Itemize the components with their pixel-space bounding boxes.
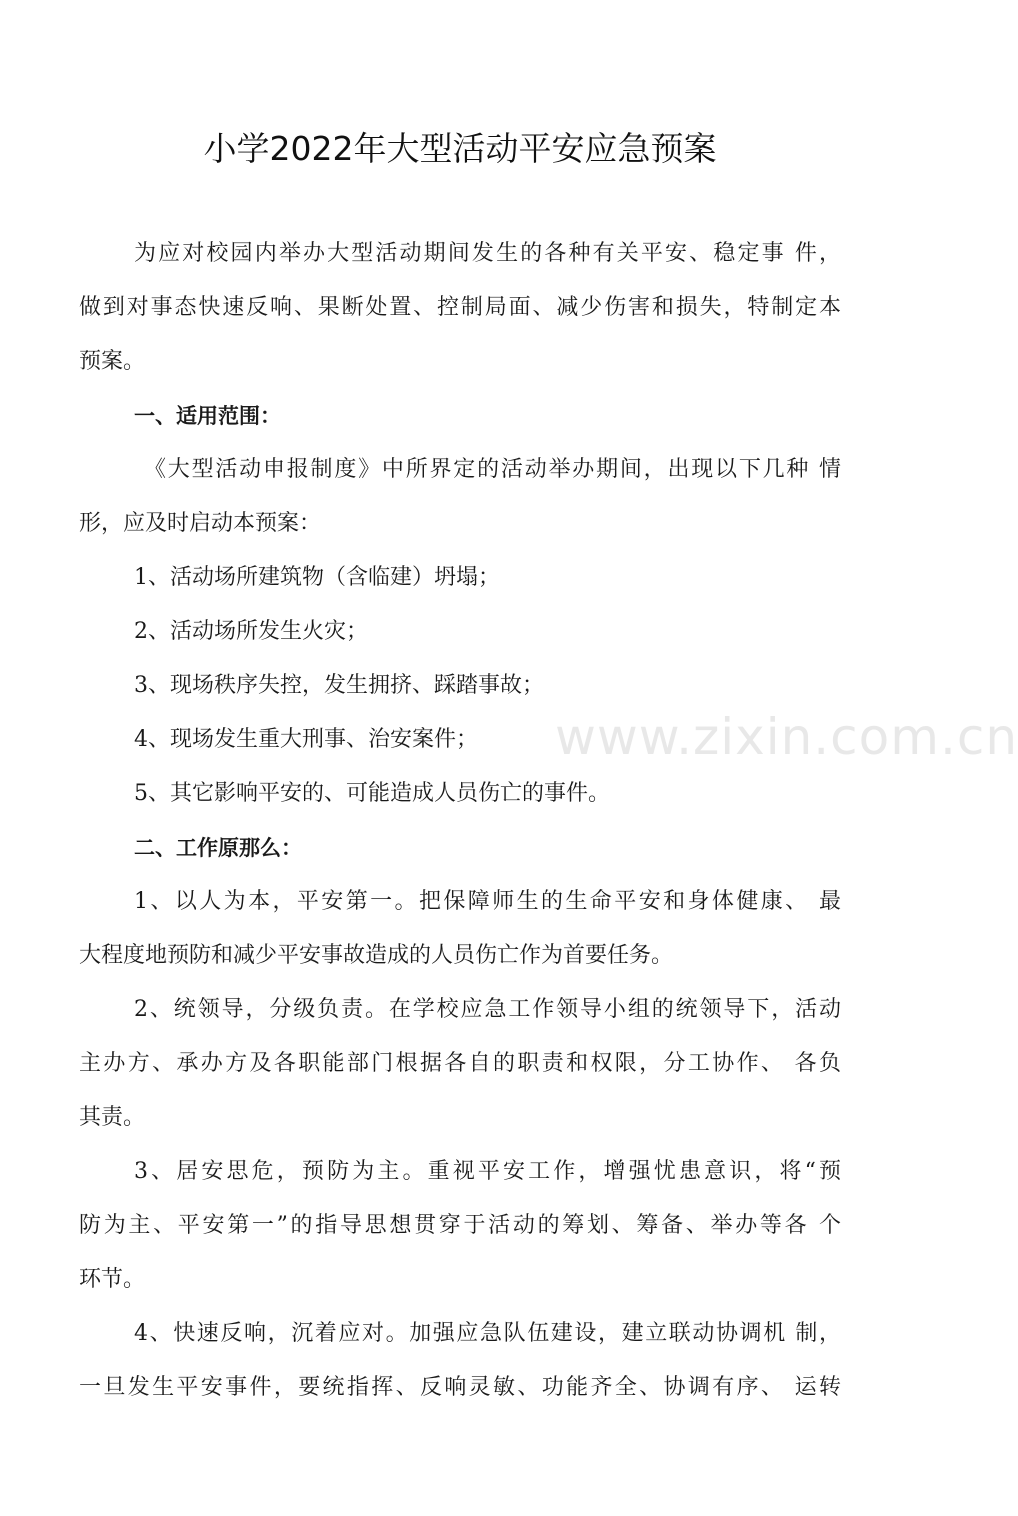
paragraph-line: 做到对事态快速反响、果断处置、控制局面、减少伤害和损失，特制定本 bbox=[79, 295, 841, 320]
paragraph-line: 预案。 bbox=[79, 349, 146, 374]
paragraph-line: 防为主、平安第一”的指导思想贯穿于活动的筹划、筹备、举办等各 个 bbox=[79, 1213, 841, 1238]
watermark: www.zixin.com.cn bbox=[555, 708, 1018, 766]
section-heading-scope: 一、适用范围： bbox=[134, 404, 281, 428]
list-item: 5、其它影响平安的、可能造成人员伤亡的事件。 bbox=[134, 781, 610, 806]
list-item: 2、活动场所发生火灾； bbox=[134, 619, 368, 644]
paragraph-line: 4、快速反响，沉着应对。加强应急队伍建设，建立联动协调机 制， bbox=[134, 1321, 841, 1346]
paragraph-line: 主办方、承办方及各职能部门根据各自的职责和权限，分工协作、 各负 bbox=[79, 1051, 841, 1076]
paragraph-line: 其责。 bbox=[79, 1105, 146, 1130]
paragraph-line: 大程度地预防和减少平安事故造成的人员伤亡作为首要任务。 bbox=[79, 943, 674, 968]
list-item: 1、活动场所建筑物（含临建）坍塌； bbox=[134, 565, 500, 590]
paragraph-line: 形，应及时启动本预案： bbox=[79, 511, 322, 536]
paragraph-line: 一旦发生平安事件，要统指挥、反响灵敏、功能齐全、协调有序、 运转 bbox=[79, 1375, 841, 1400]
list-item: 3、现场秩序失控，发生拥挤、踩踏事故； bbox=[134, 673, 544, 698]
paragraph-line: 3、居安思危，预防为主。重视平安工作，增强忧患意识，将“预 bbox=[134, 1159, 841, 1184]
paragraph-line: 2、统领导，分级负责。在学校应急工作领导小组的统领导下，活动 bbox=[134, 997, 841, 1022]
paragraph-line: 为应对校园内举办大型活动期间发生的各种有关平安、稳定事 件， bbox=[134, 241, 841, 266]
paragraph-line: 《大型活动申报制度》中所界定的活动举办期间，出现以下几种 情 bbox=[144, 457, 841, 482]
section-heading-principles: 二、工作原那么： bbox=[134, 836, 302, 860]
paragraph-line: 1、以人为本，平安第一。把保障师生的生命平安和身体健康、 最 bbox=[134, 889, 841, 914]
document-title: 小学2022年大型活动平安应急预案 bbox=[203, 129, 717, 168]
list-item: 4、现场发生重大刑事、治安案件； bbox=[134, 727, 478, 752]
paragraph-line: 环节。 bbox=[79, 1267, 146, 1292]
